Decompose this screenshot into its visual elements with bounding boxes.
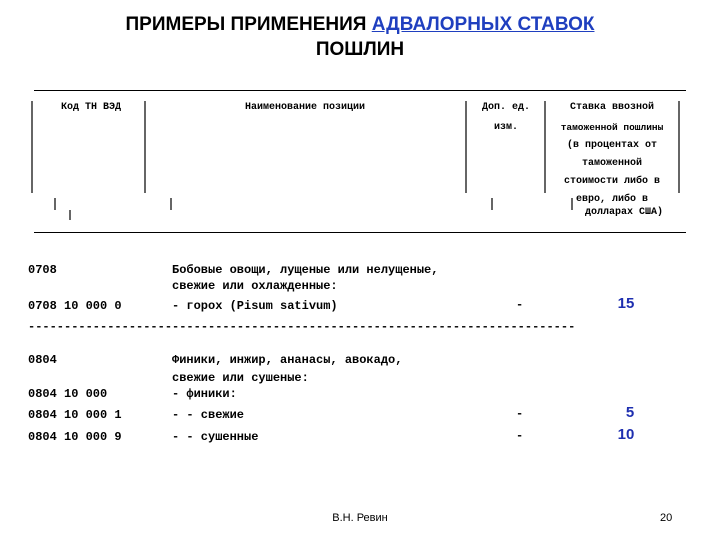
- row-code: 0804: [28, 353, 57, 367]
- row-name: - - сушенные: [172, 430, 259, 444]
- header-rate-3: (в процентах от: [566, 140, 657, 151]
- title-prefix: ПРИМЕРЫ ПРИМЕНЕНИЯ: [125, 14, 367, 35]
- row-name: - - свежие: [172, 408, 245, 422]
- header-rate-5: стоимости либо в: [563, 176, 660, 187]
- row-unit: -: [516, 407, 524, 421]
- row-code: 0708 10 000 0: [28, 299, 122, 313]
- header-code: Код ТН ВЭД: [60, 102, 121, 113]
- row-code: 0804 10 000 1: [28, 408, 122, 422]
- row-code: 0804 10 000 9: [28, 430, 122, 444]
- title-link[interactable]: АДВАЛОРНЫХ СТАВОК: [371, 14, 595, 35]
- row-rate: 15: [617, 295, 635, 312]
- row-rate: 10: [617, 426, 635, 443]
- header-name: Наименование позиции: [244, 102, 366, 113]
- row-rate: 5: [625, 404, 635, 421]
- header-unit-2: изм.: [493, 122, 518, 133]
- row-code: 0708: [28, 263, 57, 277]
- header-rate-6: евро, либо в: [575, 194, 648, 205]
- row-unit: -: [516, 429, 524, 443]
- footer-page-number: 20: [660, 512, 673, 524]
- title-line2: ПОШЛИН: [315, 39, 405, 60]
- row-separator: ----------------------------------------------------------------------------: [28, 320, 576, 334]
- row-code: 0804 10 000: [28, 387, 108, 401]
- header-rate-4: таможенной: [581, 158, 642, 169]
- header-rate-7: долларах США): [585, 207, 664, 218]
- footer-author: В.Н. Ревин: [332, 512, 388, 524]
- header-rate-2: таможенной пошлины: [560, 122, 664, 133]
- row-unit: -: [516, 298, 524, 312]
- row-name-cont: свежие или охлажденные:: [172, 279, 338, 293]
- row-name: Финики, инжир, ананасы, авокадо,: [172, 353, 403, 367]
- header-bottom-rule: [34, 232, 686, 233]
- header-rate-1: Ставка ввозной: [569, 102, 654, 113]
- row-name: - финики:: [172, 387, 237, 401]
- row-name: Бобовые овощи, лущеные или нелущеные,: [172, 263, 439, 277]
- row-name-cont: свежие или сушеные:: [172, 371, 309, 385]
- row-name: - горох (Pisum sativum): [172, 299, 338, 313]
- header-unit-1: Доп. ед.: [481, 102, 530, 113]
